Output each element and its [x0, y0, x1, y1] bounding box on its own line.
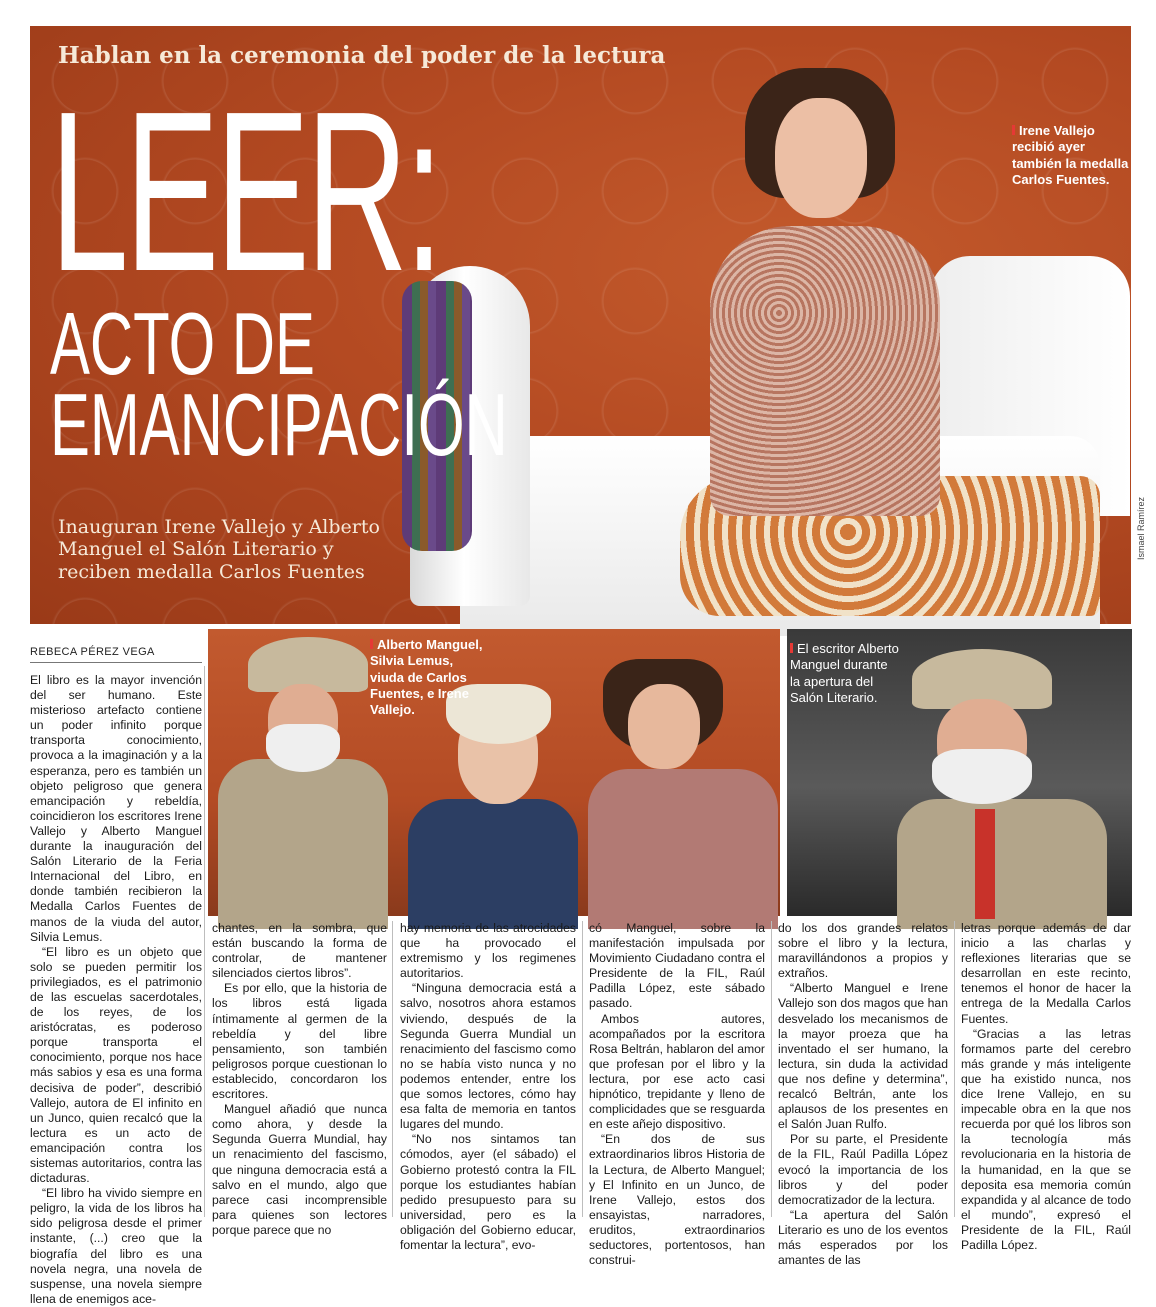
caption-portrait-text: El escritor Alberto Manguel durante la apertura del Salón Literario.: [790, 641, 899, 705]
man-beard: [266, 724, 340, 772]
column-divider: [582, 921, 583, 1217]
column-divider: [204, 666, 205, 1217]
hero-caption-text: Irene Vallejo recibió ayer también la medalla Carlos Fuentes.: [1012, 123, 1129, 187]
article-column-6: [961, 921, 1131, 1253]
hero-photo: [30, 26, 1131, 624]
article-column-4: [589, 921, 765, 1268]
paragraph: Es por ello, que la historia de los libros está ligada íntimamente al germen de la rebeldía y del libre pensamiento, son también peligrosos porque cuestionan lo establecido, concordaron los escritores.: [212, 981, 387, 1102]
column-divider: [954, 921, 955, 1217]
byline-rule: [30, 662, 202, 663]
photo-credit: Ismael Ramírez: [1136, 496, 1146, 560]
paragraph: Por su parte, el Presidente de la FIL, Raúl Padilla López evocó la importancia de los libros y del poder democratizador de la lectura.: [778, 1132, 948, 1207]
paragraph: El libro es la mayor invención del ser humano. Este misterioso artefacto contiene un poder infinito porque transporta conocimiento, provoca a la imaginación y a la esperanza, pero es también un objeto peligroso que genera emancipación y rebeldía, coincidieron los escritores Irene Vallejo y Alberto Manguel durante la inauguración del Salón Literario de la Feria Internacional del Libro, en donde también recibieron la Medalla Carlos Fuentes de manos de la viuda del autor, Silvia Lemus.: [30, 673, 202, 944]
paragraph: “Ninguna democracia está a salvo, nosotros ahora estamos viviendo, después de la Segunda Guerra Mundial un renacimiento del fascismo como no se había visto nunca y no podemos entender, entre los que somos lectores, cómo hay esa falta de memoria en tantos lugares del mundo.: [400, 981, 576, 1132]
byline: REBECA PÉREZ VEGA: [30, 646, 155, 658]
headline-line-2: ACTO DE: [50, 293, 315, 393]
caption-group-text: Alberto Manguel, Silvia Lemus, viuda de Carlos Fuentes, e Irene Vallejo.: [370, 637, 483, 717]
paragraph: “El libro ha vivido siempre en peligro, la vida de los libros ha sido peligrosa desde el primer instante, (...) creo que la biografía del libro es una novela negra, una novela de suspense, una novela siempre llena de enemigos ace-: [30, 1186, 202, 1306]
paragraph: Ambos autores, acompañados por la escritora Rosa Beltrán, hablaron del amor que profesan por el libro y la lectura, por ese acto casi hipnótico, trepidante y lleno de complicidades que se resguarda en este añejo dispositivo.: [589, 1011, 765, 1132]
kicker: Hablan en la ceremonia del poder de la lectura: [58, 42, 666, 69]
woman2-face: [628, 684, 700, 769]
article-column-5: [778, 921, 948, 1268]
paragraph: “Alberto Manguel e Irene Vallejo son dos magos que han desvelado los mecanismos de la mayor proeza que ha inventado el ser humano, la lectura, sin duda la actividad que nos define y determina”, recalcó Beltrán, ante los aplausos de los presentes en el Salón Juan Rulfo.: [778, 981, 948, 1132]
person-blouse: [710, 226, 940, 516]
caption-marker-icon: [370, 639, 373, 649]
deck: Inauguran Irene Vallejo y Alberto Manguel el Salón Literario y reciben medalla Carlos Fuentes: [58, 516, 380, 583]
caption-marker-icon: [790, 643, 793, 653]
article-column-2: [212, 921, 387, 1238]
woman2-blouse: [588, 769, 778, 929]
caption-marker-icon: [1012, 125, 1015, 135]
paragraph: hay memoria de las atrocidades que ha provocado el extremismo y los regimenes autoritarios.: [400, 921, 576, 981]
man-jacket: [218, 759, 388, 929]
person-face: [775, 98, 867, 218]
headline: [50, 65, 723, 474]
headline-line-3: EMANCIPACIÓN: [50, 374, 508, 474]
paragraph: “El libro es un objeto que solo se pueden permitir los privilegiados, es el patrimonio de las escuelas sacerdotales, de los reyes, de los aristócratas, es poderoso porque transporta el conocimiento, porque nos hace más sabios y esa es una forma decisiva de poder”, describió Vallejo, autora de El infinito en un Junco, quien recalcó que la lectura es un acto de emancipación contra los sistemas autoritarios, contra las dictaduras.: [30, 944, 202, 1186]
paragraph: letras porque además de dar inicio a las charlas y reflexiones literarias que se desarrollan en este recinto, tenemos el honor de hacer la entrega de la Medalla Carlos Fuentes.: [961, 921, 1131, 1026]
column-divider: [771, 921, 772, 1217]
paragraph: do los dos grandes relatos sobre el libro y la lectura, maravillándonos a propios y extraños.: [778, 921, 948, 981]
paragraph: “No nos sintamos tan cómodos, ayer (el sábado) el Gobierno protestó contra la FIL porque los estudiantes habían pedido presupuesto para su universidad, pero es la obligación del Gobierno educar, fomentar la lectura”, evo-: [400, 1132, 576, 1252]
paragraph: “Gracias a las letras formamos parte del cerebro más grande y más inteligente que ha existido nunca, nos dice Irene Vallejo, en su impecable obra en la que nos recuerda por qué los libros son la tecnología más revolucionaria en la historia de la humanidad, en la que se deposita esa memoria común expandida y al alcance de todo el mundo”, expresó el Presidente de la FIL, Raúl Padilla López.: [961, 1026, 1131, 1252]
woman-jacket: [408, 799, 578, 929]
hero-caption: [1012, 123, 1132, 188]
column-divider: [392, 921, 393, 1217]
photo-caption-portrait: [790, 641, 900, 706]
headline-line-1: LEER:: [50, 65, 440, 319]
paragraph: “La apertura del Salón Literario es uno de los eventos más esperados por los amantes de las: [778, 1207, 948, 1268]
paragraph: chantes, en la sombra, que están buscando la forma de controlar, de mantener silenciados ciertos libros”.: [212, 921, 387, 981]
paragraph: có Manguel, sobre la manifestación impulsada por Movimiento Ciudadano contra el Presidente de la FIL, Raúl Padilla López, este sábado pasado.: [589, 921, 765, 1011]
article-column-3: [400, 921, 576, 1253]
article-column-1: [30, 673, 202, 1307]
man-beard: [932, 749, 1032, 804]
paragraph: Manguel añadió que nunca como ahora, y desde la Segunda Guerra Mundial, hay un renacimiento del fascismo, que ninguna democracia está a salvo en el mundo, algo que parece casi incomprensible para quienes son lectores porque parece que no: [212, 1102, 387, 1237]
group-photo: [208, 629, 780, 916]
photo-caption-group: [370, 637, 490, 718]
man-jacket: [897, 799, 1107, 929]
paragraph: “En dos de sus extraordinarios libros Historia de la Lectura, de Alberto Manguel; y El Infinito en un Junco, de Irene Vallejo, estos dos ensayistas, narradores, eruditos, extraordinarios seductores, portentosos, han construi-: [589, 1132, 765, 1268]
man-tie: [975, 809, 995, 919]
